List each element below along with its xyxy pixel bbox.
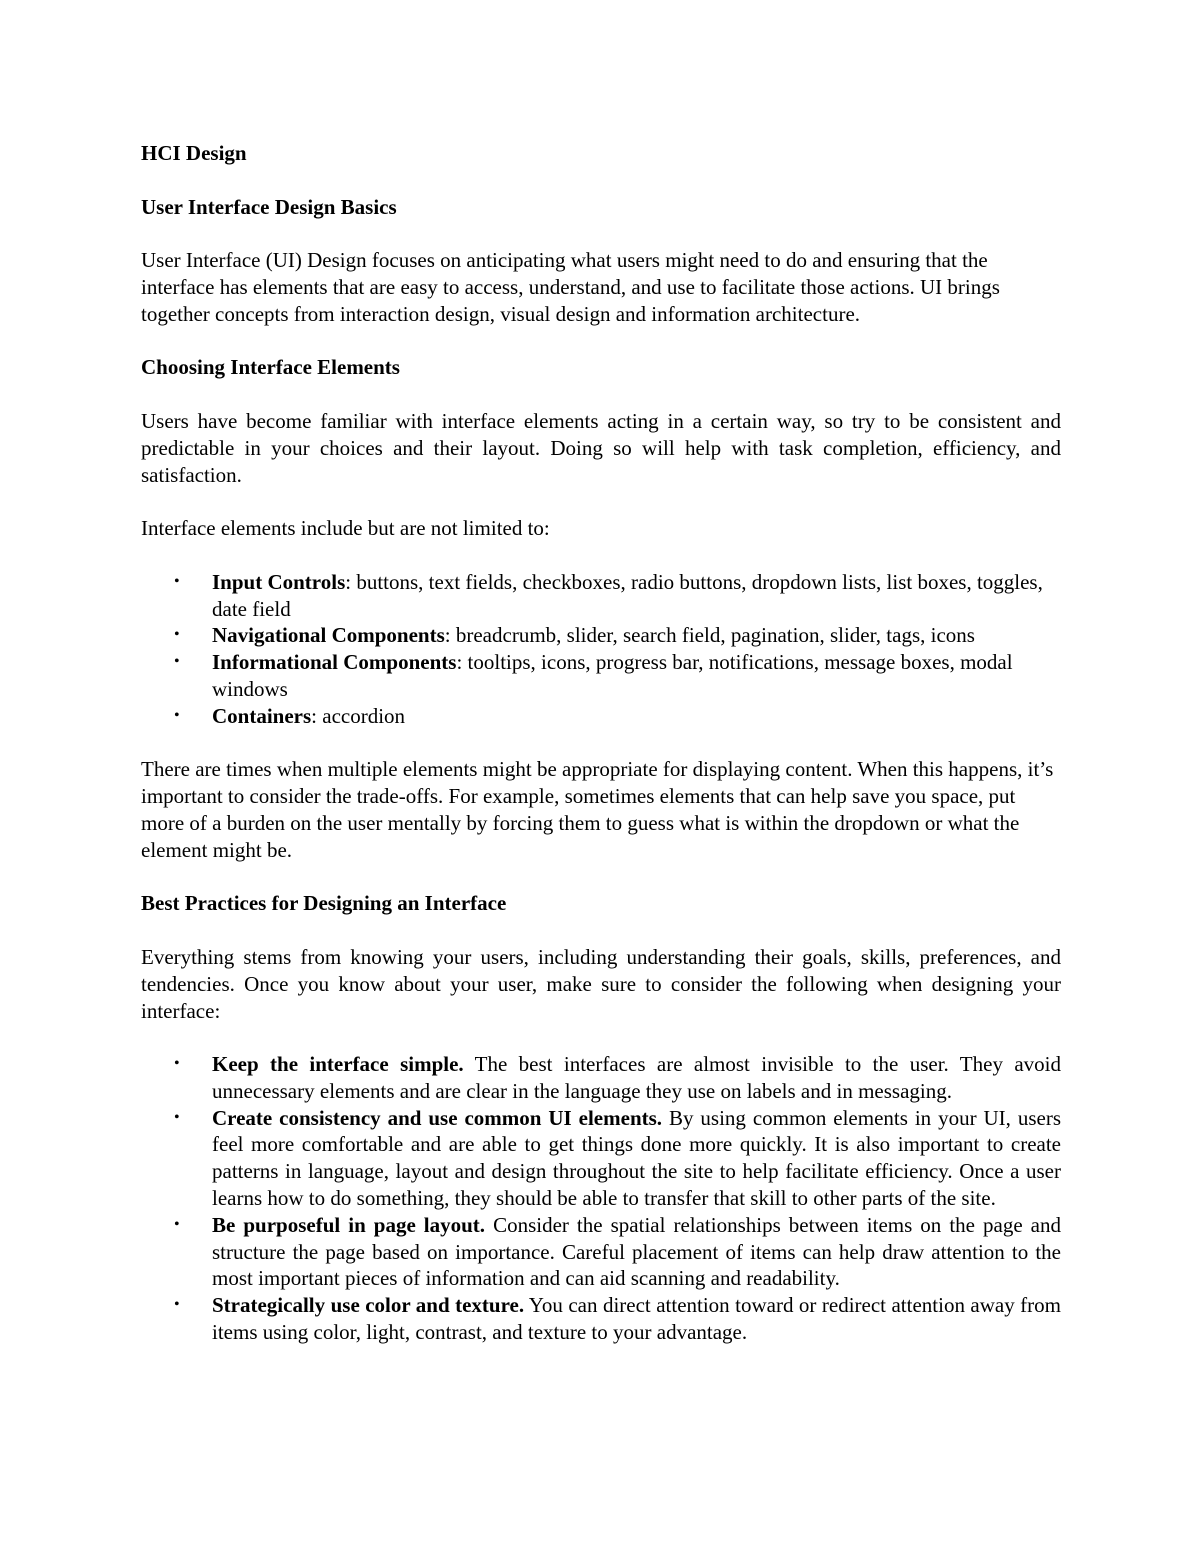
section-heading-basics: User Interface Design Basics [141,194,397,219]
bullet-icon: • [174,706,180,724]
list-item-term: Navigational Components [212,623,445,648]
list-item-term: Input Controls [212,569,346,594]
list-item [174,649,1061,703]
best-practices-list [141,1051,1061,1346]
choosing-paragraph-3: There are times when multiple elements might be appropriate for displaying content. When this happens, it’s important to consider the trade-offs. For example, sometimes elements that can help save you space, put more of a burden on the user mentally by forcing them to guess what is within the dropdown or what the element might be. [141,757,1054,862]
list-item-term: Strategically use color and texture. [212,1293,525,1318]
list-item-text: : tooltips, icons, progress bar, notifications, message boxes, modal windows [212,650,1013,701]
best-practices-paragraph: Everything stems from knowing your users, including understanding their goals, skills, preferences, and tendencies. Once you know about your user, make sure to consider the following when designing your interface: [141,944,1061,1023]
bullet-icon: • [174,653,180,671]
list-item-text: : breadcrumb, slider, search field, pagination, slider, tags, icons [444,623,975,648]
list-item-term: Containers [212,703,312,728]
list-item [174,1292,1061,1346]
list-item-text: : accordion [311,703,406,728]
section-heading-best-practices: Best Practices for Designing an Interface [141,891,507,916]
section-heading-choosing: Choosing Interface Elements [141,355,400,380]
bullet-icon: • [174,1215,180,1233]
list-item [174,1212,1061,1292]
list-item [174,1105,1061,1212]
bullet-icon: • [174,1108,180,1126]
list-item [174,1051,1061,1105]
document-title: HCI Design [141,141,247,165]
list-item-term: Be purposeful in page layout. [212,1212,486,1237]
document-page [141,140,1061,1373]
list-item-text: You can direct attention toward or redirect attention away from items using color, light, contrast, and texture to your advantage. [212,1293,1061,1345]
bullet-icon: • [174,572,180,590]
bullet-icon: • [174,1055,180,1073]
list-item [174,569,1061,623]
list-item-text: The best interfaces are almost invisible to the user. They avoid unnecessary elements and are clear in the language they use on labels and in messaging. [212,1052,1061,1103]
list-item-term: Informational Components [212,650,457,675]
list-item-text: Consider the spatial relationships between items on the page and structure the page based on importance. Careful placement of items can help draw attention to the most important pieces of information and can aid scanning and readability. [212,1212,1061,1291]
list-item-text: : buttons, text fields, checkboxes, radio buttons, dropdown lists, list boxes, toggles, date field [212,569,1043,621]
choosing-paragraph-2: Interface elements include but are not limited to: [141,516,550,541]
list-item-term: Keep the interface simple. [212,1052,464,1077]
interface-elements-list [141,569,1061,730]
list-item-text: By using common elements in your UI, users feel more comfortable and are able to get things done more quickly. It is also important to create patterns in language, layout and design throughout the site to help facilitate efficiency. Once a user learns how to do something, they should be able to transfer that skill to other parts of the site. [212,1105,1061,1211]
list-item [174,703,1061,730]
bullet-icon: • [174,1296,180,1314]
basics-paragraph: User Interface (UI) Design focuses on anticipating what users might need to do and ensuring that the interface has elements that are easy to access, understand, and use to facilitate those actions. UI brings together concepts from interaction design, visual design and information architecture. [141,248,1000,326]
list-item-term: Create consistency and use common UI elements. [212,1105,663,1130]
bullet-icon: • [174,626,180,644]
choosing-paragraph-1: Users have become familiar with interface elements acting in a certain way, so try to be consistent and predictable in your choices and their layout. Doing so will help with task completion, efficiency, and satisfaction. [141,408,1061,487]
list-item [174,622,1061,649]
